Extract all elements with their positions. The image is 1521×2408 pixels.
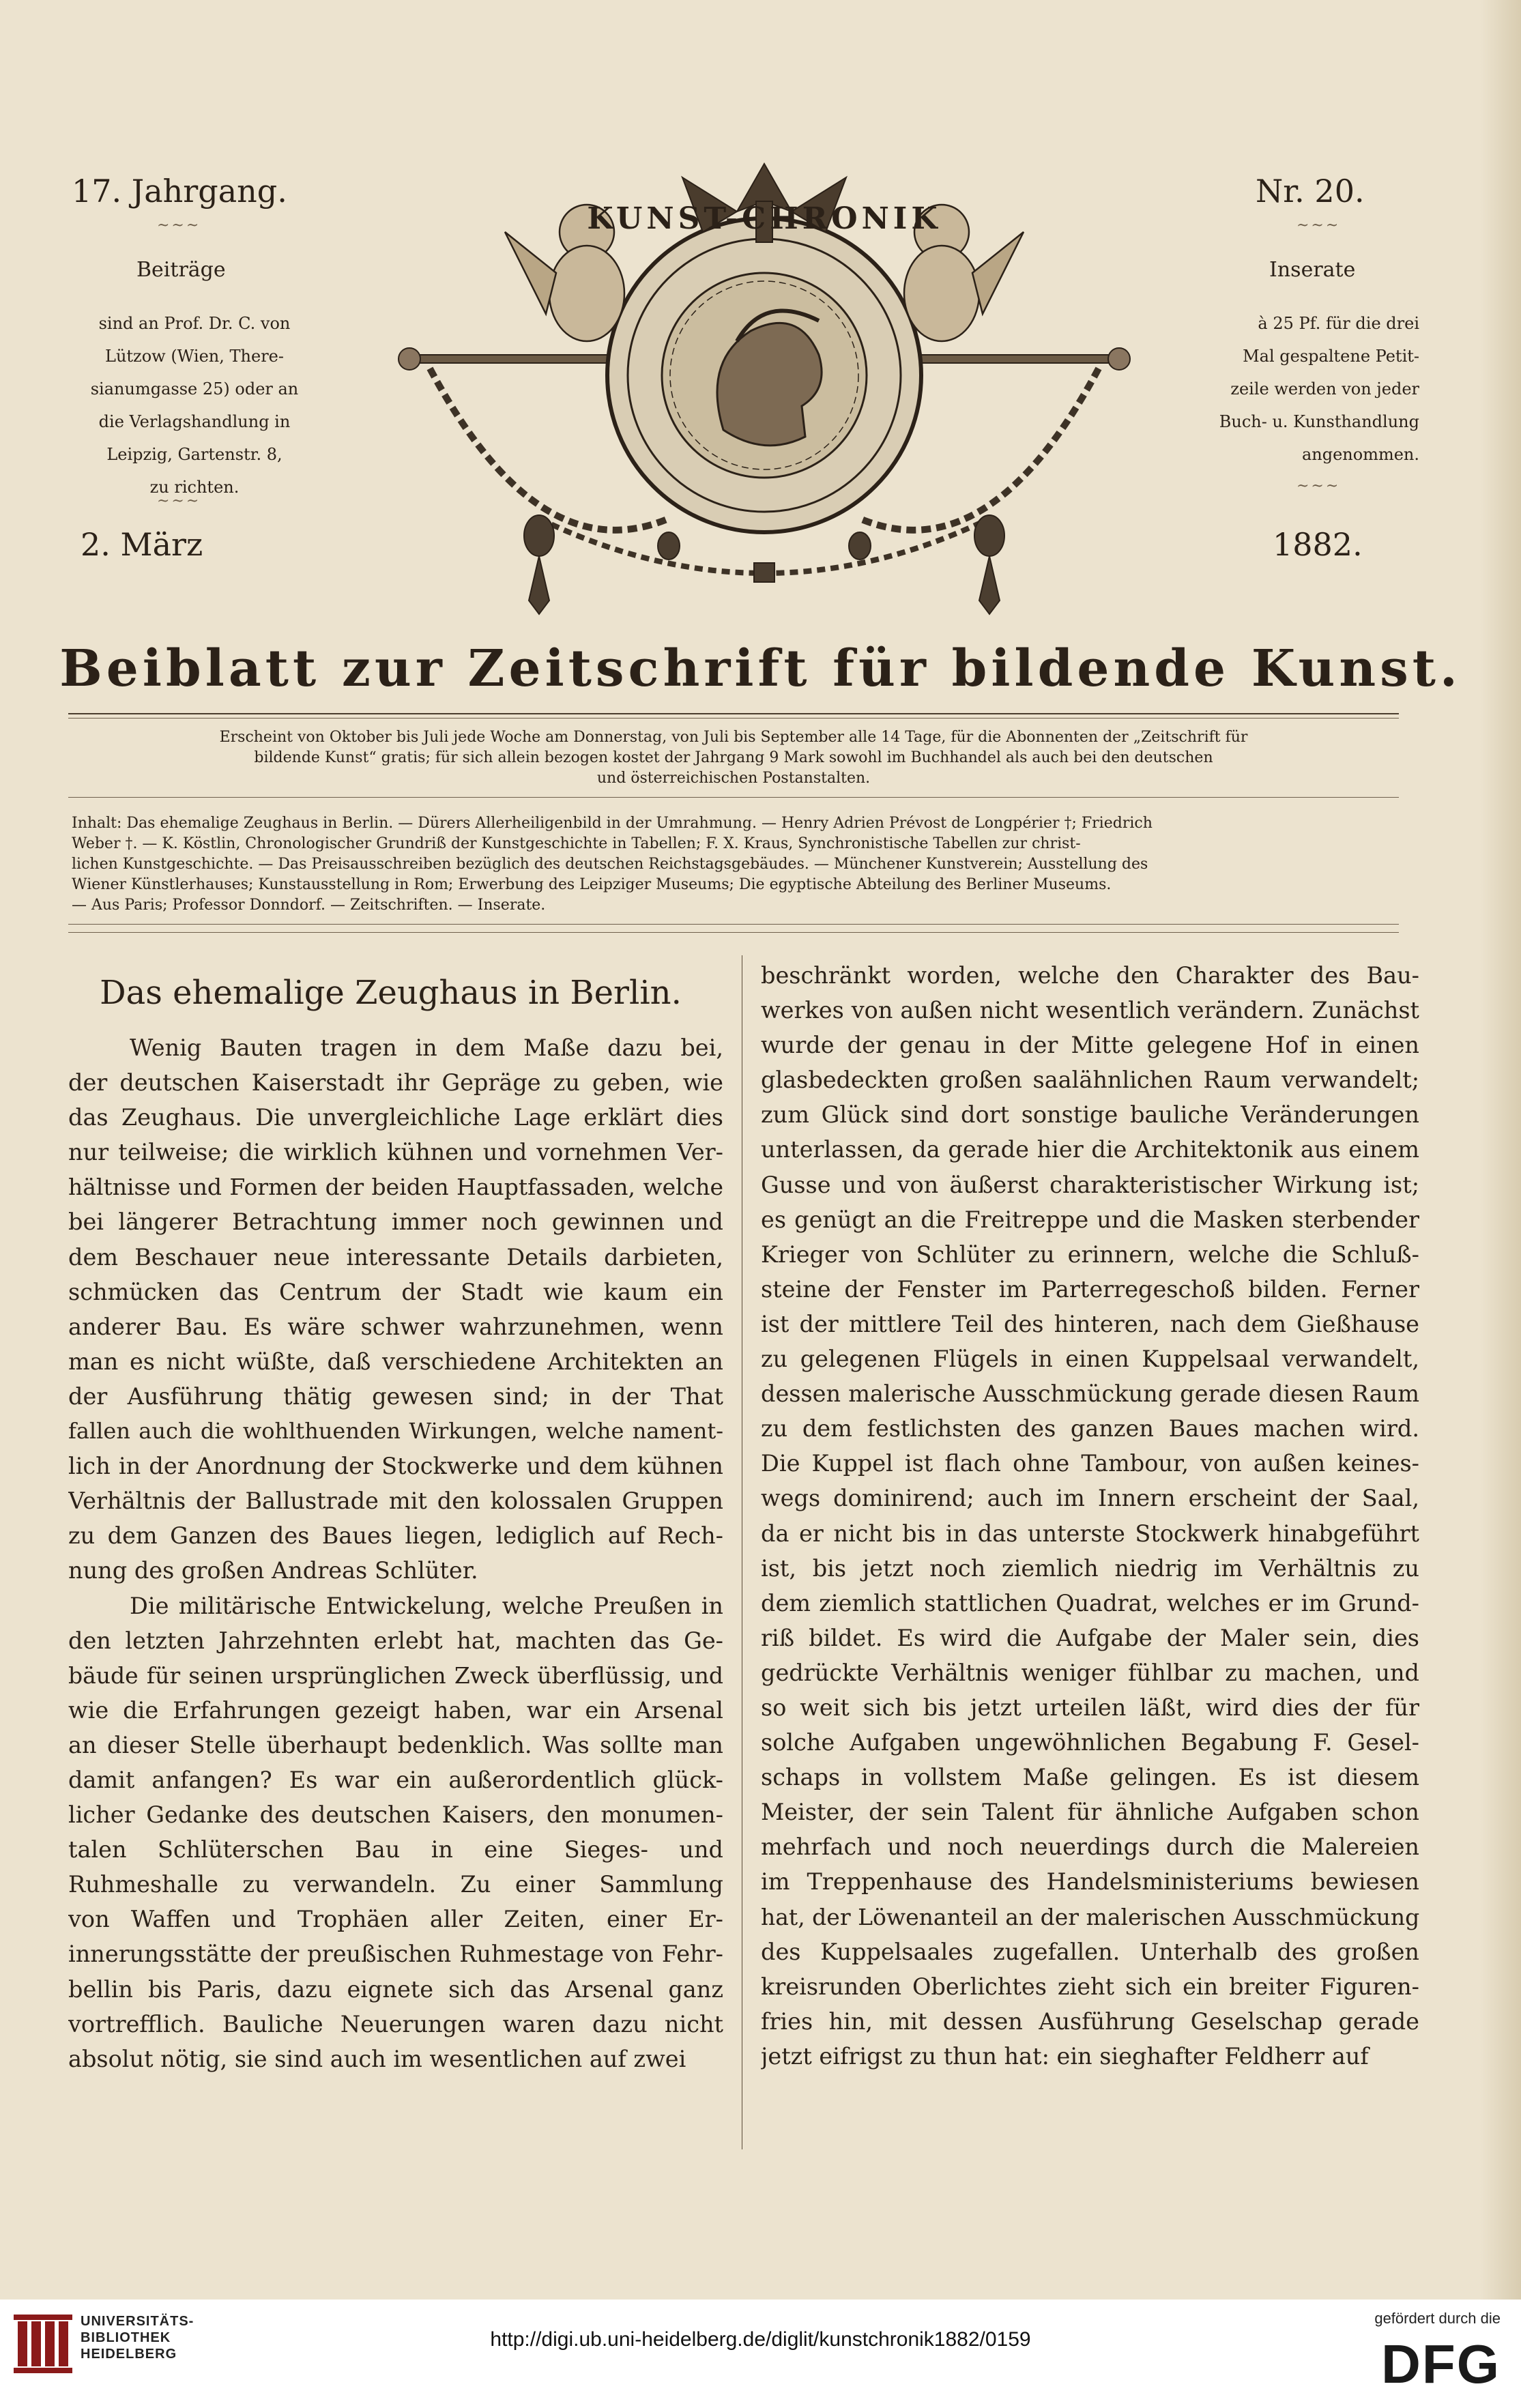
- article-line: licher Gedanke des deutschen Kaisers, den monumen-: [68, 1801, 723, 1829]
- notice-bottom-rule: [68, 797, 1399, 798]
- article-left-column: [68, 1030, 723, 2076]
- article-line: bellin bis Paris, dazu eignete sich das Arsenal ganz: [68, 1975, 723, 2003]
- source-url[interactable]: http://digi.ub.uni-heidelberg.de/diglit/kunstchronik1882/0159: [490, 2328, 1031, 2351]
- library-name-line: UNIVERSITÄTS-: [81, 2314, 194, 2329]
- notice-line: bildende Kunst“ gratis; für sich allein bezogen kostet der Jahrgang 9 Mark sowohl im Buchhandel als auch bei den deutschen: [254, 749, 1213, 766]
- advertisements-heading: Inserate: [1269, 258, 1356, 282]
- notice-top-rule: [68, 713, 1399, 714]
- issue-year: 1882.: [1273, 526, 1363, 563]
- article-line: Ruhmeshalle zu verwandeln. Zu einer Sammlung: [68, 1871, 723, 1898]
- advertisements-line: Mal gespaltene Petit-: [1243, 347, 1419, 366]
- article-line: zu dem festlichsten des ganzen Baues machen wird.: [761, 1415, 1419, 1442]
- left-ornament-lower: ~~~: [157, 493, 201, 510]
- article-line: talen Schlüterschen Bau in eine Sieges- und: [68, 1836, 723, 1863]
- article-line: unterlassen, da gerade hier die Architektonik aus einem: [761, 1136, 1419, 1163]
- article-line: dem ziemlich stattlichen Quadrat, welches er im Grund-: [761, 1589, 1419, 1616]
- article-line: zu gelegenen Flügels in einen Kuppelsaal verwandelt,: [761, 1346, 1419, 1373]
- advertisements-line: Buch- u. Kunsthandlung: [1219, 412, 1419, 431]
- article-line: gedrückte Verhältnis weniger fühlbar zu machen, und: [761, 1659, 1419, 1686]
- article-line: schmücken das Centrum der Stadt wie kaum ein: [68, 1278, 723, 1305]
- contents-bottom-rule: [68, 924, 1399, 925]
- article-line: es genügt an die Freitreppe und die Masken sterbender: [761, 1206, 1419, 1233]
- article-line: absolut nötig, sie sind auch im wesentlichen auf zwei: [68, 2045, 686, 2072]
- contributions-heading: Beiträge: [136, 258, 226, 282]
- issue-date: 2. März: [81, 526, 203, 563]
- article-line: das Zeughaus. Die unvergleichliche Lage erklärt dies: [68, 1104, 723, 1131]
- advertisements-text: [1194, 307, 1419, 471]
- article-line: werkes von außen nicht wesentlich verändern. Zunächst: [761, 997, 1419, 1024]
- dfg-logo: DFG: [1381, 2334, 1501, 2394]
- article-line: kreisrunden Oberlichtes zieht sich ein breiter Figuren-: [761, 1973, 1419, 2000]
- table-of-contents: [72, 813, 1389, 916]
- article-line: nur teilweise; die wirklich kühnen und vornehmen Ver-: [68, 1139, 723, 1166]
- contributions-line: sind an Prof. Dr. C. von: [98, 314, 291, 333]
- article-line: wegs dominirend; auch im Innern erscheint der Saal,: [761, 1485, 1419, 1512]
- article-line: jetzt eifrigst zu thun hat: ein sieghafter Feldherr auf: [761, 2042, 1369, 2070]
- contributions-line: die Verlagshandlung in: [98, 412, 291, 431]
- contents-line: Weber †. — K. Köstlin, Chronologischer Grundriß der Kunstgeschichte in Tabellen; F. X. Kraus, Synchronistische Tabellen zur christ-: [72, 835, 1081, 852]
- article-line: fries hin, mit dessen Ausführung Geselschap gerade: [761, 2007, 1419, 2035]
- left-ornament: ~~~: [157, 217, 201, 234]
- article-line: wurde der genau in der Mitte gelegene Hof in einen: [761, 1032, 1419, 1059]
- footer-band: [0, 2300, 1521, 2408]
- article-line: fallen auch die wohlthuenden Wirkungen, welche nament-: [68, 1418, 723, 1445]
- article-line: riß bildet. Es wird die Aufgabe der Maler sein, dies: [761, 1624, 1419, 1651]
- article-line: der deutschen Kaiserstadt ihr Gepräge zu geben, wie: [68, 1069, 723, 1097]
- issue-number: Nr. 20.: [1256, 173, 1365, 209]
- advertisements-line: zeile werden von jeder: [1230, 379, 1419, 398]
- article-line: mehrfach und noch neuerdings durch die Malereien: [761, 1833, 1419, 1861]
- article-line: Gusse und von äußerst charakteristischer Wirkung ist;: [761, 1171, 1419, 1198]
- article-line: von Waffen und Trophäen aller Zeiten, einer Er-: [68, 1906, 723, 1933]
- funding-caption: gefördert durch die: [1374, 2310, 1501, 2327]
- publication-notice: [75, 727, 1392, 789]
- article-line: der Ausführung thätig gewesen sind; in der That: [68, 1382, 723, 1410]
- article-line: glasbedeckten großen saalähnlichen Raum verwandelt;: [761, 1067, 1419, 1094]
- article-title: Das ehemalige Zeughaus in Berlin.: [100, 974, 682, 1012]
- article-line: ist, bis jetzt noch ziemlich niedrig im Verhältnis zu: [761, 1554, 1419, 1582]
- article-line: Die Kuppel ist flach ohne Tambour, von außen keines-: [761, 1450, 1419, 1477]
- article-line: bäude für seinen ursprünglichen Zweck überflüssig, und: [68, 1662, 723, 1689]
- right-ornament-lower: ~~~: [1297, 478, 1341, 495]
- article-line: vortrefflich. Bauliche Neuerungen waren dazu nicht: [68, 2010, 723, 2037]
- contributions-line: Leipzig, Gartenstr. 8,: [106, 445, 283, 464]
- notice-line: Erscheint von Oktober bis Juli jede Woche am Donnerstag, von Juli bis September alle 14 Tage, für die Abonnenten der „Zeitschrift für: [219, 729, 1248, 746]
- article-line: an dieser Stelle überhaupt bedenklich. Was sollte man: [68, 1731, 723, 1758]
- article-line: so weit sich bis jetzt urteilen läßt, wird dies der für: [761, 1694, 1419, 1721]
- contributions-line: zu richten.: [149, 478, 240, 497]
- article-line: zum Glück sind dort sonstige bauliche Veränderungen: [761, 1101, 1419, 1129]
- library-name-line: BIBLIOTHEK: [81, 2330, 171, 2345]
- article-line: damit anfangen? Es war ein außerordentlich glück-: [68, 1766, 723, 1793]
- article-line: bei längerer Betrachtung immer noch gewinnen und: [68, 1208, 723, 1236]
- article-line: da er nicht bis in das unterste Stockwerk hinabgeführt: [761, 1520, 1419, 1547]
- article-line: Die militärische Entwickelung, welche Preußen in: [130, 1592, 723, 1619]
- article-line: solche Aufgaben ungewöhnlichen Begabung F. Gesel-: [761, 1729, 1419, 1756]
- article-line: ist der mittlere Teil des hinteren, nach dem Gießhause: [761, 1310, 1419, 1337]
- article-line: wie die Erfahrungen gezeigt haben, war ein Arsenal: [68, 1696, 723, 1724]
- article-line: lich in der Anordnung der Stockwerke und dem kühnen: [68, 1453, 723, 1480]
- article-line: steine der Fenster im Parterregeschoß bilden. Ferner: [761, 1275, 1419, 1303]
- contributions-text: [68, 307, 321, 504]
- article-line: innerungsstätte der preußischen Ruhmestage von Fehr-: [68, 1941, 723, 1968]
- article-line: Krieger von Schlüter zu erinnern, welche die Schluß-: [761, 1241, 1419, 1268]
- article-line: nung des großen Andreas Schlüter.: [68, 1557, 478, 1584]
- article-line: hältnisse und Formen der beiden Hauptfassaden, welche: [68, 1174, 723, 1201]
- page-edge-shadow: [1480, 0, 1521, 2300]
- contents-line: Inhalt: Das ehemalige Zeughaus in Berlin. — Dürers Allerheiligenbild in der Umrahmung. — Henry Adrien Prévost de Longpérier †; Friedrich: [72, 815, 1153, 832]
- article-line: dem Beschauer neue interessante Details darbieten,: [68, 1243, 723, 1271]
- article-line: hat, der Löwenanteil an der malerischen Ausschmückung: [761, 1903, 1419, 1930]
- contents-bottom-rule-double: [68, 932, 1399, 933]
- kunst-chronik-emblem: [382, 136, 1146, 628]
- article-line: im Treppenhause des Handelsministeriums bewiesen: [761, 1868, 1419, 1896]
- article-line: man es nicht wüßte, daß verschiedene Architekten an: [68, 1348, 723, 1375]
- right-ornament: ~~~: [1297, 217, 1341, 234]
- contents-line: — Aus Paris; Professor Donndorf. — Zeitschriften. — Inserate.: [72, 897, 546, 914]
- article-right-column: [761, 958, 1419, 2074]
- article-line: zu dem Ganzen des Baues liegen, lediglich auf Rech-: [68, 1522, 723, 1550]
- article-line: anderer Bau. Es wäre schwer wahrzunehmen, wenn: [68, 1313, 723, 1340]
- article-line: Verhältnis der Ballustrade mit den kolossalen Gruppen: [68, 1488, 723, 1515]
- notice-line: und österreichischen Postanstalten.: [596, 770, 871, 787]
- contents-line: lichen Kunstgeschichte. — Das Preisausschreiben bezüglich des deutschen Reichstagsgebäudes. — Münchener Kunstverein; Ausstellung des: [72, 856, 1148, 873]
- notice-top-rule-thin: [68, 718, 1399, 719]
- contributions-line: sianumgasse 25) oder an: [90, 379, 299, 398]
- article-line: Wenig Bauten tragen in dem Maße dazu bei,: [130, 1034, 723, 1061]
- advertisements-line: à 25 Pf. für die drei: [1258, 314, 1419, 333]
- article-line: dessen malerische Ausschmückung gerade diesen Raum: [761, 1380, 1419, 1408]
- emblem-seal-text: KUNST-CHRONIK: [587, 201, 942, 236]
- contents-line: Wiener Künstlerhauses; Kunstausstellung in Rom; Erwerbung des Leipziger Museums; Die egyptische Abteilung des Berliner Museums.: [72, 876, 1112, 893]
- publication-subtitle: Beiblatt zur Zeitschrift für bildende Kunst.: [59, 639, 1462, 698]
- library-name-line: HEIDELBERG: [81, 2347, 177, 2362]
- advertisements-line: angenommen.: [1301, 445, 1419, 464]
- contributions-line: Lützow (Wien, There-: [105, 347, 284, 366]
- article-line: des Kuppelsaales zugefallen. Unterhalb des großen: [761, 1938, 1419, 1965]
- article-line: Meister, der sein Talent für ähnliche Aufgaben schon: [761, 1799, 1419, 1826]
- volume-label: 17. Jahrgang.: [72, 173, 287, 209]
- article-line: schaps in vollstem Maße gelingen. Es ist diesem: [761, 1764, 1419, 1791]
- article-line: den letzten Jahrzehnten erlebt hat, machten das Ge-: [68, 1627, 723, 1654]
- article-line: beschränkt worden, welche den Charakter des Bau-: [761, 962, 1419, 989]
